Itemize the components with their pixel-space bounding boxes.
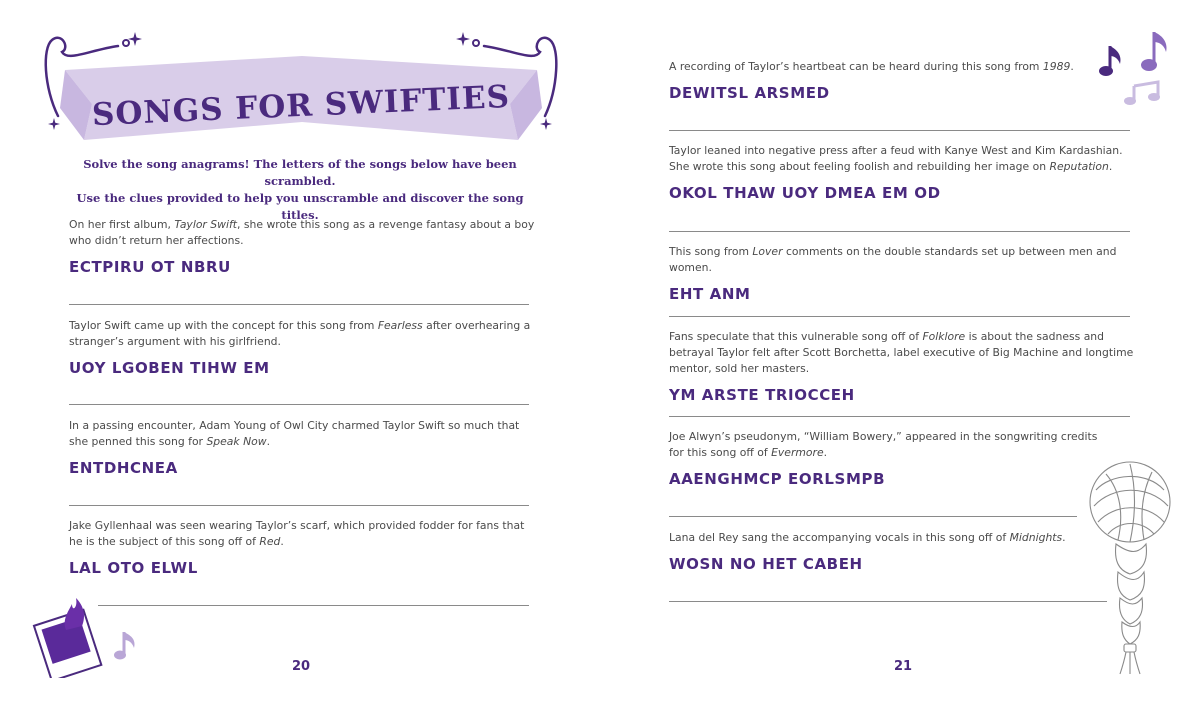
clue-text: This song from Lover comments on the double standards set up between men and women.: [669, 245, 1117, 274]
answer-line[interactable]: [69, 505, 529, 506]
anagram-item: [669, 329, 1144, 404]
braid-illustration: [1086, 460, 1176, 678]
instructions-line: Use the clues provided to help you unscramble and discover the song titles.: [76, 191, 524, 222]
clue-text: Lana del Rey sang the accompanying vocals in this song off of Midnights.: [669, 531, 1066, 544]
clue-text: Fans speculate that this vulnerable song off of Folklore is about the sadness and betrayal Taylor felt after Scott Borchetta, label executive of Big Machine and longtime mentor, sold her masters.: [669, 330, 1134, 375]
anagram-text: ECTPIRU OT NBRU: [69, 258, 231, 276]
instructions: [60, 156, 540, 224]
anagram-item: [69, 418, 539, 477]
anagram-text: EHT ANM: [669, 285, 751, 303]
clue-text: Jake Gyllenhaal was seen wearing Taylor’s scarf, which provided fodder for fans that he is the subject of this song off of Red.: [69, 519, 525, 548]
answer-line[interactable]: [669, 130, 1130, 131]
anagram-text: WOSN NO HET CABEH: [669, 555, 863, 573]
page-number: 21: [894, 659, 913, 674]
anagram-item: [69, 217, 539, 276]
music-note-icon: [112, 628, 140, 662]
anagram-text: DEWITSL ARSMED: [669, 84, 830, 102]
answer-line[interactable]: [669, 601, 1107, 602]
anagram-text: UOY LGOBEN TIHW EM: [69, 359, 270, 377]
answer-line[interactable]: [669, 316, 1130, 317]
anagram-text: ENTDHCNEA: [69, 459, 178, 477]
anagram-item: [669, 244, 1144, 303]
anagram-item: [669, 143, 1144, 202]
page-number: 20: [292, 659, 311, 674]
music-note-icon: [1096, 26, 1178, 110]
anagram-item: [669, 429, 1099, 488]
anagram-item: [669, 59, 1144, 102]
clue-text: Taylor leaned into negative press after a feud with Kanye West and Kim Kardashian. She wrote this song about feeling foolish and rebuilding her image on Reputation.: [669, 144, 1123, 173]
sparkle-icon: [456, 32, 470, 46]
anagram-text: LAL OTO ELWL: [69, 559, 198, 577]
answer-line[interactable]: [669, 231, 1130, 232]
sparkle-icon: [128, 32, 142, 46]
title-banner: [40, 28, 562, 150]
clue-text: Joe Alwyn’s pseudonym, “William Bowery,” appeared in the songwriting credits for this song off of Evermore.: [669, 430, 1098, 459]
clue-text: Taylor Swift came up with the concept for this song from Fearless after overhearing a stranger’s argument with his girlfriend.: [69, 319, 531, 348]
sparkle-icon: [540, 118, 552, 130]
answer-line[interactable]: [669, 416, 1130, 417]
answer-line[interactable]: [69, 404, 529, 405]
anagram-text: OKOL THAW UOY DMEA EM OD: [669, 184, 941, 202]
clue-text: A recording of Taylor’s heartbeat can be heard during this song from 1989.: [669, 60, 1074, 73]
anagram-item: [69, 518, 539, 577]
answer-line[interactable]: [669, 516, 1077, 517]
clue-text: In a passing encounter, Adam Young of Owl City charmed Taylor Swift so much that she penned this song for Speak Now.: [69, 419, 520, 448]
anagram-text: YM ARSTE TRIOCCEH: [669, 386, 855, 404]
anagram-item: [69, 318, 539, 377]
anagram-item: [669, 530, 1099, 573]
answer-line[interactable]: [98, 605, 529, 606]
polaroid-icon: [32, 590, 104, 678]
right-page: [600, 0, 1200, 706]
answer-line[interactable]: [69, 304, 529, 305]
anagram-text: AAENGHMCP EORLSMPB: [669, 470, 886, 488]
instructions-line: Solve the song anagrams! The letters of the songs below have been scrambled.: [83, 157, 517, 188]
page-title: SONGS FOR SWIFTIES: [91, 78, 511, 134]
clue-text: On her first album, Taylor Swift, she wrote this song as a revenge fantasy about a boy who didn’t return her affections.: [69, 218, 535, 247]
